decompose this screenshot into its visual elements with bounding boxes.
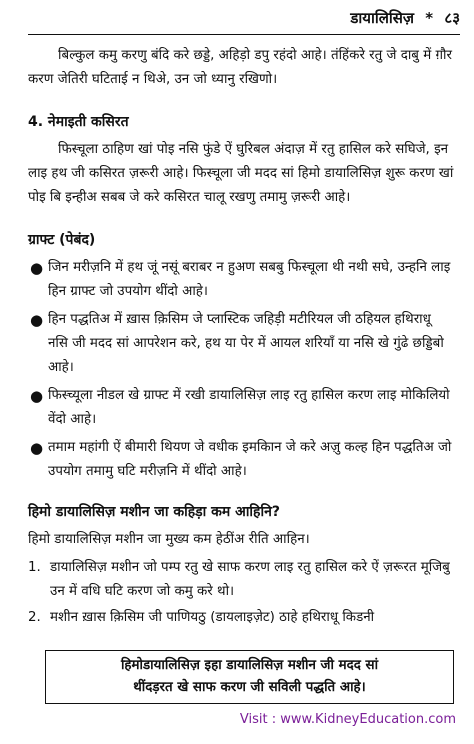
bullet-text: तमाम महांगी ऐं बीमारी थियण जे वधीक इमकिान जे करे अज़ु कल्ह हिन पद्धतिअ जो उपयोग तमामु घटि मरीज़नि में थींदो आहे।: [48, 440, 452, 479]
list-item: [28, 436, 454, 484]
machine-functions-list: [28, 556, 454, 630]
callout-line: हिमोडायालिसिज़ इहा डायालिसिज़ मशीन जी मदद सां: [120, 658, 379, 673]
page-header: [350, 8, 460, 28]
bullet-icon: ●: [30, 387, 44, 405]
section-heading-machine: हिमो डायालिसिज़ मशीन जा कहिड़ा कम आहिनि?: [28, 504, 280, 520]
section-heading-exercise: 4. नेमाइती कसिरत: [28, 114, 129, 130]
item-number: 1.: [28, 560, 41, 575]
page-content: [28, 44, 454, 632]
item-text: डायालिसिज़ मशीन जो पम्प रतु खे साफ करण लाइ रतु हासिल करे ऐं ज़रूरत मूजिबु उन में वधि घटि करण जो कमु करे थो।: [50, 560, 450, 599]
bullet-icon: ●: [30, 259, 44, 277]
callout-line: थींदड़रत खे साफ करण जी सविली पद्धति आहे।: [133, 680, 366, 695]
list-item: [28, 256, 454, 304]
header-separator: *: [425, 9, 434, 27]
bullet-icon: ●: [30, 439, 44, 457]
exercise-paragraph: फिस्चूला ठाहिण खां पोइ नसि फुंडे ऐं घुरिबल अंदाज़ में रतु हासिल करे सघिजे, इन लाइ हथ जी कसिरत ज़रूरी आहे। फिस्चूला जी मदद सां हिमो डायालिसिज़ शुरू करण खां पोइ बि इन्हीअ सबब जे करे कसिरत चालू रखणु तमामु ज़रूरी आहे।: [28, 142, 454, 205]
footer-link[interactable]: Visit : www.KidneyEducation.com: [239, 712, 456, 727]
item-text: मशीन ख़ास क़िसिम जी पाणियठु (डायलाइज़ेट) ठाहे हथिराधू किडनी: [50, 610, 375, 625]
item-number: 2.: [28, 610, 41, 625]
graft-bullet-list: [28, 256, 454, 484]
bullet-icon: ●: [30, 311, 44, 329]
page-number: ८३: [444, 9, 460, 27]
machine-intro: हिमो डायालिसिज़ मशीन जा मुख्य कम हेठींअ रीति आहिन।: [28, 532, 310, 547]
intro-paragraph: बिल्कुल कमु करणु बंदि करे छड्डे, अहिड़ो डपु रहंदो आहे। तंहिंकरे रतु जे दाबु में ग़ौर करण जेतिरी घटिताई न थिअे, उन जो ध्यानु रखिणो।: [28, 48, 452, 87]
bullet-text: जिन मरीज़नि में हथ जूं नसूं बराबर न हुअण सबबु फिस्चूला थी नथी सघे, उन्हनि लाइ हिन ग्राफ्ट जो उपयोग थींदो आहे।: [48, 260, 451, 299]
list-item: [28, 384, 454, 432]
section-heading-graft: ग्राफ्ट (पेबंद): [28, 232, 96, 248]
running-title: डायालिसिज़: [350, 9, 415, 27]
list-item: [28, 308, 454, 380]
callout-box: [45, 650, 454, 704]
bullet-text: हिन पद्धतिअ में ख़ास क़िसिम जे प्लास्टिक जहिड़ी मटीरियल जी ठहियल हथिराधू नसि जी मदद सां आपरेशन करे, हथ या पेर में आयल शरियाँ या नसि खे गुंढे छड्डिबो आहे।: [48, 312, 444, 375]
bullet-text: फिस्च्यूला नीडल खे ग्राफ्ट में रखी डायालिसिज़ लाइ रतु हासिल करण लाइ मोकिलियो वेंदो आहे।: [48, 388, 450, 427]
header-rule: [28, 34, 460, 35]
list-item: [28, 606, 454, 630]
list-item: [28, 556, 454, 604]
